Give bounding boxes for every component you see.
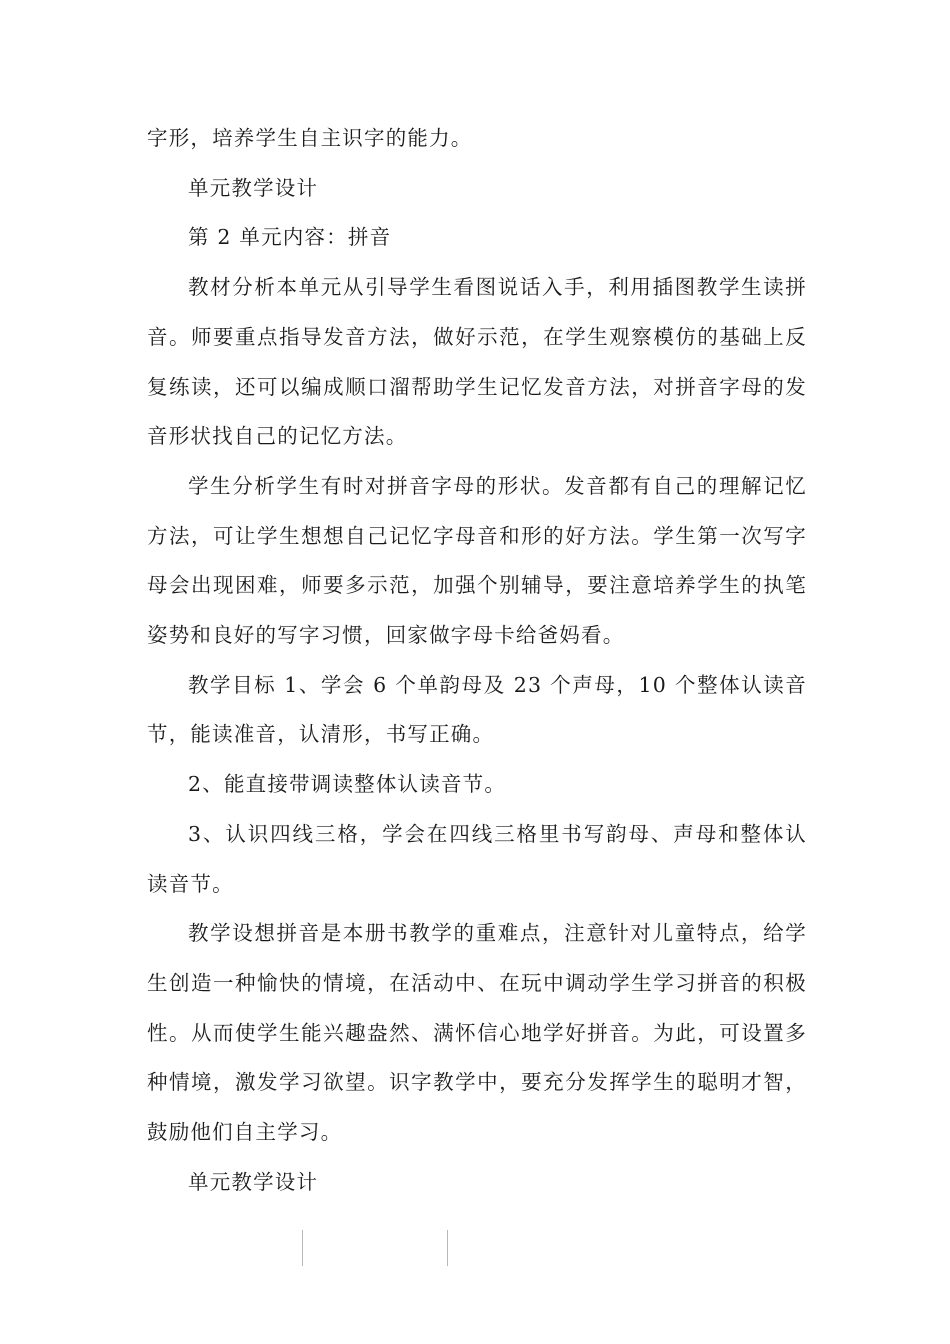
section-heading-unit-design-2: 单元教学设计 [188,1169,319,1194]
unit-content-heading: 第 2 单元内容：拼音 [188,225,392,250]
paragraph-teaching-goal-3: 3、认识四线三格，学会在四线三格里书写韵母、声母和整体认读音节。 [147,821,807,896]
paragraph-continuation: 字形，培养学生自主识字的能力。 [147,126,473,150]
paragraph-teaching-goal-2: 2、能直接带调读整体认读音节。 [188,772,507,797]
paragraph-student-analysis: 学生分析学生有时对拼音字母的形状。发音都有自己的理解记忆方法，可让学生想想自己记忆字母音和形的好方法。学生第一次写字母会出现困难，师要多示范，加强个别辅导，要注意培养学生的执笔姿势和良好的写字习惯，回家做字母卡给爸妈看。 [147,473,807,648]
section-heading-unit-design: 单元教学设计 [188,175,319,200]
paragraph-teaching-idea: 教学设想拼音是本册书教学的重难点，注意针对儿童特点，给学生创造一种愉快的情境，在活动中、在玩中调动学生学习拼音的积极性。从而使学生能兴趣盎然、满怀信心地学好拼音。为此，可设置多种情境，激发学习欲望。识字教学中，要充分发挥学生的聪明才智，鼓励他们自主学习。 [147,921,807,1145]
document-body [147,114,807,1207]
paragraph-teaching-goal-1: 教学目标 1、学会 6 个单韵母及 23 个声母，10 个整体认读音节，能读准音，认清形，书写正确。 [147,672,807,747]
paragraph-textbook-analysis: 教材分析本单元从引导学生看图说话入手，利用插图教学生读拼音。师要重点指导发音方法，做好示范，在学生观察模仿的基础上反复练读，还可以编成顺口溜帮助学生记忆发音方法，对拼音字母的发音形状找自己的记忆方法。 [147,275,807,449]
page-divider-left [302,1230,303,1266]
page-divider-right [447,1230,448,1266]
